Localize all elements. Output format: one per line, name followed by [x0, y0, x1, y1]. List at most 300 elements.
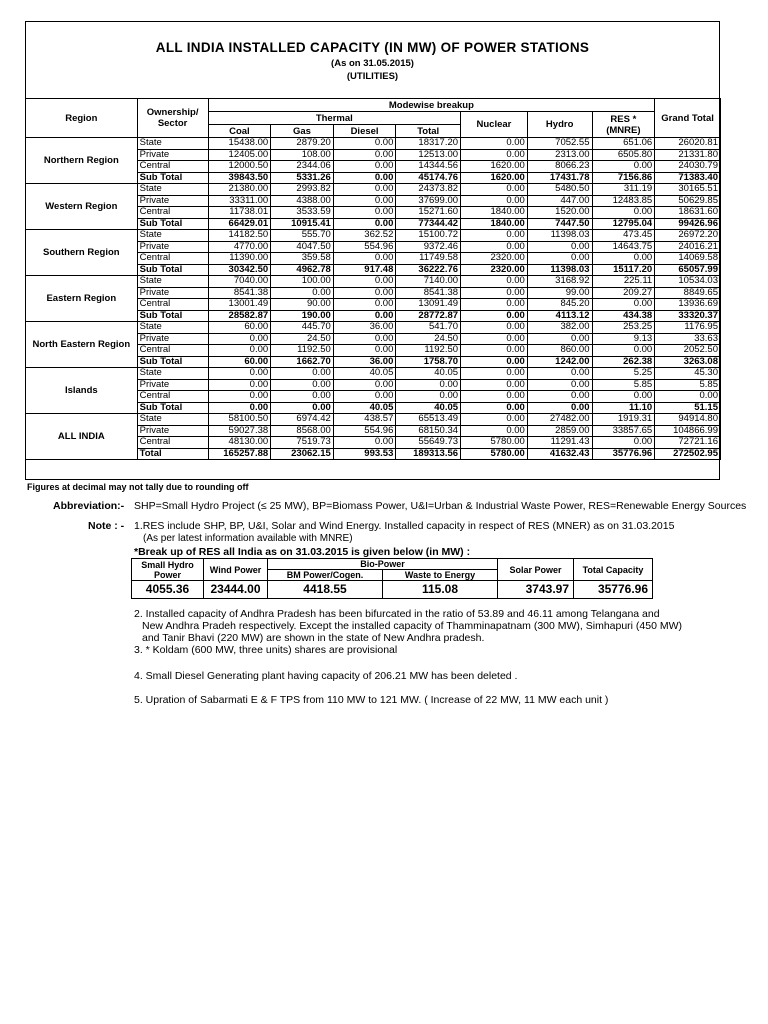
capacity-cell: 0.00 — [461, 322, 528, 334]
capacity-cell: 15100.72 — [396, 230, 461, 242]
sector-name: State — [137, 184, 208, 196]
sector-name: Private — [137, 379, 208, 391]
capacity-cell: 993.53 — [333, 448, 396, 460]
capacity-cell: 0.00 — [461, 276, 528, 288]
res-breakup-table — [131, 558, 653, 599]
capacity-cell: 33320.37 — [655, 310, 721, 322]
sector-name: State — [137, 276, 208, 288]
col-thermal: Thermal — [208, 112, 460, 125]
capacity-cell: 37699.00 — [396, 195, 461, 207]
capacity-cell: 434.38 — [592, 310, 655, 322]
col-ownership: Ownership/ Sector — [137, 99, 208, 138]
capacity-cell: 2993.82 — [271, 184, 334, 196]
capacity-cell: 0.00 — [461, 379, 528, 391]
sector-name: Sub Total — [137, 264, 208, 276]
capacity-cell: 0.00 — [333, 184, 396, 196]
capacity-cell: 5.85 — [592, 379, 655, 391]
col-region: Region — [26, 99, 138, 138]
capacity-cell: 5780.00 — [461, 437, 528, 449]
capacity-cell: 58100.50 — [208, 414, 271, 426]
capacity-cell: 1520.00 — [527, 207, 592, 219]
capacity-cell: 8849.65 — [655, 287, 721, 299]
res-breakup-title: *Break up of RES all India as on 31.03.2015 is given below (in MW) : — [134, 546, 471, 558]
capacity-table-body — [26, 138, 721, 460]
capacity-cell: 60.00 — [208, 356, 271, 368]
table-row — [26, 138, 721, 150]
capacity-cell: 36222.76 — [396, 264, 461, 276]
capacity-cell: 11291.43 — [527, 437, 592, 449]
capacity-cell: 72721.16 — [655, 437, 721, 449]
capacity-cell: 0.00 — [655, 391, 721, 403]
report-date: (As on 31.05.2015) — [331, 58, 414, 69]
res-col-total: Total Capacity — [574, 559, 653, 581]
capacity-cell: 0.00 — [333, 138, 396, 150]
table-row — [26, 414, 721, 426]
capacity-cell: 48130.00 — [208, 437, 271, 449]
col-grand-total: Grand Total — [655, 99, 721, 138]
capacity-cell: 7140.00 — [396, 276, 461, 288]
abbreviation-label: Abbreviation:- — [53, 500, 125, 512]
capacity-cell: 0.00 — [208, 333, 271, 345]
capacity-cell: 0.00 — [333, 253, 396, 265]
capacity-cell: 9372.46 — [396, 241, 461, 253]
capacity-cell: 0.00 — [333, 172, 396, 184]
capacity-cell: 0.00 — [461, 414, 528, 426]
capacity-cell: 66429.01 — [208, 218, 271, 230]
capacity-cell: 1192.50 — [396, 345, 461, 357]
capacity-cell: 0.00 — [333, 333, 396, 345]
capacity-cell: 5.25 — [592, 368, 655, 380]
capacity-cell: 1176.95 — [655, 322, 721, 334]
region-name: Eastern Region — [26, 276, 138, 322]
capacity-cell: 0.00 — [461, 299, 528, 311]
note-2: 2. Installed capacity of Andhra Pradesh has been bifurcated in the ratio of 53.89 and 46.11 among Telangana and — [134, 608, 660, 620]
capacity-cell: 0.00 — [461, 310, 528, 322]
capacity-cell: 99426.96 — [655, 218, 721, 230]
sector-name: Private — [137, 195, 208, 207]
capacity-cell: 6974.42 — [271, 414, 334, 426]
capacity-cell: 0.00 — [592, 161, 655, 173]
capacity-cell: 541.70 — [396, 322, 461, 334]
capacity-cell: 24373.82 — [396, 184, 461, 196]
capacity-cell: 11749.58 — [396, 253, 461, 265]
res-col-bm: BM Power/Cogen. — [268, 570, 383, 581]
capacity-cell: 2344.06 — [271, 161, 334, 173]
capacity-cell: 36.00 — [333, 356, 396, 368]
capacity-cell: 40.05 — [396, 402, 461, 414]
capacity-cell: 4388.00 — [271, 195, 334, 207]
capacity-cell: 11398.03 — [527, 230, 592, 242]
capacity-cell: 0.00 — [527, 368, 592, 380]
capacity-cell: 8568.00 — [271, 425, 334, 437]
sector-name: Central — [137, 345, 208, 357]
capacity-cell: 12483.85 — [592, 195, 655, 207]
capacity-cell: 0.00 — [208, 379, 271, 391]
res-value-waste: 115.08 — [383, 581, 498, 599]
capacity-cell: 0.00 — [271, 402, 334, 414]
table-row — [26, 276, 721, 288]
capacity-cell: 100.00 — [271, 276, 334, 288]
capacity-cell: 0.00 — [271, 287, 334, 299]
capacity-cell: 5.85 — [655, 379, 721, 391]
capacity-cell: 0.00 — [527, 402, 592, 414]
capacity-cell: 10915.41 — [271, 218, 334, 230]
capacity-cell: 8066.23 — [527, 161, 592, 173]
capacity-cell: 41632.43 — [527, 448, 592, 460]
capacity-cell: 14069.58 — [655, 253, 721, 265]
capacity-cell: 6505.80 — [592, 149, 655, 161]
res-value-wind: 23444.00 — [204, 581, 268, 599]
rounding-footnote: Figures at decimal may not tally due to rounding off — [27, 482, 249, 492]
note-2-line-2: New Andhra Pradeh respectively. Except the installed capacity of Thamminapatnam (300 MW), Simhapuri (450 MW) — [142, 620, 683, 632]
capacity-cell: 362.52 — [333, 230, 396, 242]
sector-name: Central — [137, 207, 208, 219]
capacity-cell: 11398.03 — [527, 264, 592, 276]
capacity-cell: 0.00 — [592, 437, 655, 449]
res-col-wind: Wind Power — [204, 559, 268, 581]
sector-name: State — [137, 322, 208, 334]
capacity-cell: 7052.55 — [527, 138, 592, 150]
capacity-cell: 0.00 — [333, 161, 396, 173]
capacity-cell: 65513.49 — [396, 414, 461, 426]
capacity-cell: 94914.80 — [655, 414, 721, 426]
sector-name: State — [137, 368, 208, 380]
capacity-cell: 21380.00 — [208, 184, 271, 196]
table-row — [26, 230, 721, 242]
capacity-cell: 8541.38 — [208, 287, 271, 299]
capacity-cell: 0.00 — [527, 241, 592, 253]
capacity-cell: 917.48 — [333, 264, 396, 276]
capacity-cell: 0.00 — [461, 287, 528, 299]
capacity-cell: 30342.50 — [208, 264, 271, 276]
capacity-cell: 8541.38 — [396, 287, 461, 299]
capacity-cell: 28582.87 — [208, 310, 271, 322]
capacity-cell: 108.00 — [271, 149, 334, 161]
capacity-cell: 40.05 — [333, 368, 396, 380]
capacity-cell: 45.30 — [655, 368, 721, 380]
capacity-cell: 12513.00 — [396, 149, 461, 161]
capacity-cell: 262.38 — [592, 356, 655, 368]
capacity-cell: 40.05 — [396, 368, 461, 380]
capacity-cell: 272502.95 — [655, 448, 721, 460]
capacity-table — [25, 98, 721, 460]
capacity-cell: 0.00 — [333, 276, 396, 288]
capacity-cell: 1840.00 — [461, 218, 528, 230]
capacity-cell: 3533.59 — [271, 207, 334, 219]
col-hydro: Hydro — [527, 112, 592, 138]
capacity-cell: 1662.70 — [271, 356, 334, 368]
capacity-cell: 11.10 — [592, 402, 655, 414]
col-gas: Gas — [271, 125, 334, 138]
capacity-cell: 0.00 — [592, 345, 655, 357]
sector-name: Private — [137, 425, 208, 437]
capacity-cell: 13936.69 — [655, 299, 721, 311]
sector-name: Private — [137, 241, 208, 253]
capacity-cell: 33311.00 — [208, 195, 271, 207]
res-value-solar: 3743.97 — [498, 581, 574, 599]
capacity-cell: 40.05 — [333, 402, 396, 414]
col-coal: Coal — [208, 125, 271, 138]
capacity-cell: 24.50 — [271, 333, 334, 345]
res-col-waste: Waste to Energy — [383, 570, 498, 581]
capacity-cell: 0.00 — [527, 333, 592, 345]
capacity-cell: 382.00 — [527, 322, 592, 334]
capacity-cell: 0.00 — [208, 368, 271, 380]
report-frame — [25, 21, 720, 480]
region-name: Southern Region — [26, 230, 138, 276]
capacity-cell: 0.00 — [333, 218, 396, 230]
capacity-cell: 0.00 — [592, 207, 655, 219]
capacity-cell: 0.00 — [333, 149, 396, 161]
capacity-cell: 60.00 — [208, 322, 271, 334]
sector-name: Central — [137, 253, 208, 265]
capacity-cell: 2052.50 — [655, 345, 721, 357]
capacity-cell: 11390.00 — [208, 253, 271, 265]
capacity-cell: 0.00 — [527, 391, 592, 403]
sector-name: State — [137, 414, 208, 426]
capacity-cell: 7156.86 — [592, 172, 655, 184]
capacity-cell: 0.00 — [208, 345, 271, 357]
sector-name: Central — [137, 391, 208, 403]
capacity-cell: 50629.85 — [655, 195, 721, 207]
abbreviation-text: SHP=Small Hydro Project (≤ 25 MW), BP=Biomass Power, U&I=Urban & Industrial Waste Power, RES=Renewable Energy Sources — [134, 500, 747, 512]
capacity-cell: 1620.00 — [461, 172, 528, 184]
col-thermal-total: Total — [396, 125, 461, 138]
capacity-cell: 18317.20 — [396, 138, 461, 150]
capacity-cell: 0.00 — [271, 379, 334, 391]
note-1-detail: (As per latest information available with MNRE) — [143, 533, 353, 544]
capacity-cell: 2320.00 — [461, 264, 528, 276]
capacity-cell: 5480.50 — [527, 184, 592, 196]
col-diesel: Diesel — [333, 125, 396, 138]
capacity-cell: 3168.92 — [527, 276, 592, 288]
capacity-cell: 845.20 — [527, 299, 592, 311]
capacity-cell: 13091.49 — [396, 299, 461, 311]
capacity-cell: 0.00 — [333, 391, 396, 403]
capacity-cell: 554.96 — [333, 241, 396, 253]
capacity-cell: 0.00 — [396, 379, 461, 391]
capacity-cell: 0.00 — [271, 391, 334, 403]
capacity-cell: 90.00 — [271, 299, 334, 311]
capacity-cell: 0.00 — [396, 391, 461, 403]
capacity-cell: 0.00 — [333, 195, 396, 207]
capacity-cell: 7447.50 — [527, 218, 592, 230]
capacity-cell: 0.00 — [592, 299, 655, 311]
capacity-cell: 0.00 — [333, 345, 396, 357]
capacity-cell: 0.00 — [333, 379, 396, 391]
capacity-cell: 4047.50 — [271, 241, 334, 253]
capacity-cell: 0.00 — [461, 333, 528, 345]
capacity-cell: 15271.60 — [396, 207, 461, 219]
capacity-cell: 99.00 — [527, 287, 592, 299]
capacity-cell: 860.00 — [527, 345, 592, 357]
capacity-cell: 33.63 — [655, 333, 721, 345]
capacity-cell: 0.00 — [461, 425, 528, 437]
capacity-cell: 15117.20 — [592, 264, 655, 276]
capacity-cell: 189313.56 — [396, 448, 461, 460]
capacity-cell: 5331.26 — [271, 172, 334, 184]
note-1: 1.RES include SHP, BP, U&I, Solar and Wind Energy. Installed capacity in respect of RES (MNER) as on 31.03.2015 — [134, 520, 675, 532]
capacity-cell: 473.45 — [592, 230, 655, 242]
capacity-cell: 65057.99 — [655, 264, 721, 276]
report-title: ALL INDIA INSTALLED CAPACITY (IN MW) OF POWER STATIONS — [155, 40, 590, 55]
report-scope: (UTILITIES) — [346, 71, 399, 82]
capacity-cell: 55649.73 — [396, 437, 461, 449]
capacity-cell: 0.00 — [592, 391, 655, 403]
region-name: Western Region — [26, 184, 138, 230]
sector-name: Total — [137, 448, 208, 460]
note-label: Note : - — [88, 520, 125, 532]
capacity-cell: 12795.04 — [592, 218, 655, 230]
region-name: ALL INDIA — [26, 414, 138, 460]
col-nuclear: Nuclear — [461, 112, 528, 138]
capacity-cell: 0.00 — [208, 402, 271, 414]
sector-name: Private — [137, 287, 208, 299]
capacity-cell: 77344.42 — [396, 218, 461, 230]
note-2-line-3: and Tanir Bhavi (220 MW) are shown in the state of New Andhra pradesh. — [142, 632, 485, 644]
capacity-cell: 165257.88 — [208, 448, 271, 460]
capacity-cell: 2320.00 — [461, 253, 528, 265]
capacity-cell: 14643.75 — [592, 241, 655, 253]
sector-name: Sub Total — [137, 218, 208, 230]
capacity-cell: 30165.51 — [655, 184, 721, 196]
capacity-cell: 0.00 — [461, 368, 528, 380]
table-row — [26, 184, 721, 196]
capacity-cell: 0.00 — [461, 138, 528, 150]
capacity-cell: 27482.00 — [527, 414, 592, 426]
capacity-cell: 438.57 — [333, 414, 396, 426]
capacity-cell: 39843.50 — [208, 172, 271, 184]
res-value-small-hydro: 4055.36 — [132, 581, 204, 599]
capacity-cell: 2879.20 — [271, 138, 334, 150]
region-name: Islands — [26, 368, 138, 414]
capacity-cell: 311.19 — [592, 184, 655, 196]
capacity-cell: 0.00 — [333, 310, 396, 322]
capacity-cell: 225.11 — [592, 276, 655, 288]
sector-name: State — [137, 138, 208, 150]
capacity-cell: 14344.56 — [396, 161, 461, 173]
capacity-cell: 5780.00 — [461, 448, 528, 460]
capacity-cell: 51.15 — [655, 402, 721, 414]
capacity-cell: 68150.34 — [396, 425, 461, 437]
capacity-cell: 59027.38 — [208, 425, 271, 437]
capacity-cell: 0.00 — [333, 437, 396, 449]
capacity-cell: 0.00 — [527, 379, 592, 391]
capacity-cell: 7519.73 — [271, 437, 334, 449]
capacity-cell: 4962.78 — [271, 264, 334, 276]
col-res — [592, 112, 655, 138]
capacity-cell: 24.50 — [396, 333, 461, 345]
capacity-cell: 4113.12 — [527, 310, 592, 322]
capacity-cell: 0.00 — [461, 184, 528, 196]
capacity-cell: 0.00 — [527, 253, 592, 265]
capacity-cell: 2313.00 — [527, 149, 592, 161]
capacity-cell: 35776.96 — [592, 448, 655, 460]
capacity-cell: 0.00 — [461, 402, 528, 414]
capacity-cell: 0.00 — [461, 356, 528, 368]
capacity-cell: 15438.00 — [208, 138, 271, 150]
capacity-cell: 17431.78 — [527, 172, 592, 184]
capacity-cell: 0.00 — [333, 287, 396, 299]
capacity-cell: 1242.00 — [527, 356, 592, 368]
sector-name: Sub Total — [137, 402, 208, 414]
capacity-cell: 26020.81 — [655, 138, 721, 150]
capacity-cell: 24030.79 — [655, 161, 721, 173]
table-row — [26, 322, 721, 334]
capacity-cell: 104866.99 — [655, 425, 721, 437]
capacity-cell: 445.70 — [271, 322, 334, 334]
capacity-cell: 209.27 — [592, 287, 655, 299]
capacity-cell: 12000.50 — [208, 161, 271, 173]
col-res-sub: (MNRE) — [606, 124, 641, 136]
capacity-cell: 0.00 — [461, 149, 528, 161]
capacity-cell: 253.25 — [592, 322, 655, 334]
capacity-cell: 0.00 — [461, 391, 528, 403]
sector-name: Sub Total — [137, 310, 208, 322]
res-value-total: 35776.96 — [574, 581, 653, 599]
capacity-cell: 23062.15 — [271, 448, 334, 460]
capacity-cell: 0.00 — [461, 241, 528, 253]
region-name: Northern Region — [26, 138, 138, 184]
capacity-cell: 33857.65 — [592, 425, 655, 437]
capacity-cell: 1758.70 — [396, 356, 461, 368]
capacity-cell: 1919.31 — [592, 414, 655, 426]
capacity-cell: 651.06 — [592, 138, 655, 150]
capacity-cell: 7040.00 — [208, 276, 271, 288]
capacity-cell: 0.00 — [461, 345, 528, 357]
capacity-cell: 71383.40 — [655, 172, 721, 184]
sector-name: Central — [137, 161, 208, 173]
capacity-cell: 28772.87 — [396, 310, 461, 322]
col-modewise: Modewise breakup — [208, 99, 655, 112]
sector-name: Sub Total — [137, 172, 208, 184]
capacity-cell: 554.96 — [333, 425, 396, 437]
col-res-label: RES * — [610, 113, 637, 125]
capacity-cell: 0.00 — [461, 195, 528, 207]
capacity-cell: 2859.00 — [527, 425, 592, 437]
capacity-cell: 36.00 — [333, 322, 396, 334]
capacity-cell: 555.70 — [271, 230, 334, 242]
capacity-cell: 0.00 — [208, 391, 271, 403]
capacity-cell: 0.00 — [271, 368, 334, 380]
capacity-cell: 1840.00 — [461, 207, 528, 219]
capacity-cell: 9.13 — [592, 333, 655, 345]
res-col-bio: Bio-Power — [268, 559, 498, 570]
capacity-cell: 12405.00 — [208, 149, 271, 161]
capacity-cell: 3263.08 — [655, 356, 721, 368]
capacity-cell: 18631.60 — [655, 207, 721, 219]
capacity-cell: 1620.00 — [461, 161, 528, 173]
capacity-cell: 10534.03 — [655, 276, 721, 288]
res-col-small-hydro: Small Hydro Power — [132, 559, 204, 581]
sector-name: Private — [137, 333, 208, 345]
sector-name: Private — [137, 149, 208, 161]
capacity-cell: 24016.21 — [655, 241, 721, 253]
note-4: 4. Small Diesel Generating plant having capacity of 206.21 MW has been deleted . — [134, 670, 518, 682]
capacity-cell: 0.00 — [333, 299, 396, 311]
capacity-cell: 0.00 — [592, 253, 655, 265]
res-value-bm: 4418.55 — [268, 581, 383, 599]
region-name: North Eastern Region — [26, 322, 138, 368]
capacity-cell: 13001.49 — [208, 299, 271, 311]
capacity-cell: 45174.76 — [396, 172, 461, 184]
capacity-cell: 14182.50 — [208, 230, 271, 242]
capacity-cell: 359.58 — [271, 253, 334, 265]
capacity-cell: 190.00 — [271, 310, 334, 322]
table-row — [26, 368, 721, 380]
note-5: 5. Upration of Sabarmati E & F TPS from 110 MW to 121 MW. ( Increase of 22 MW, 11 MW each unit ) — [134, 694, 609, 706]
capacity-cell: 447.00 — [527, 195, 592, 207]
